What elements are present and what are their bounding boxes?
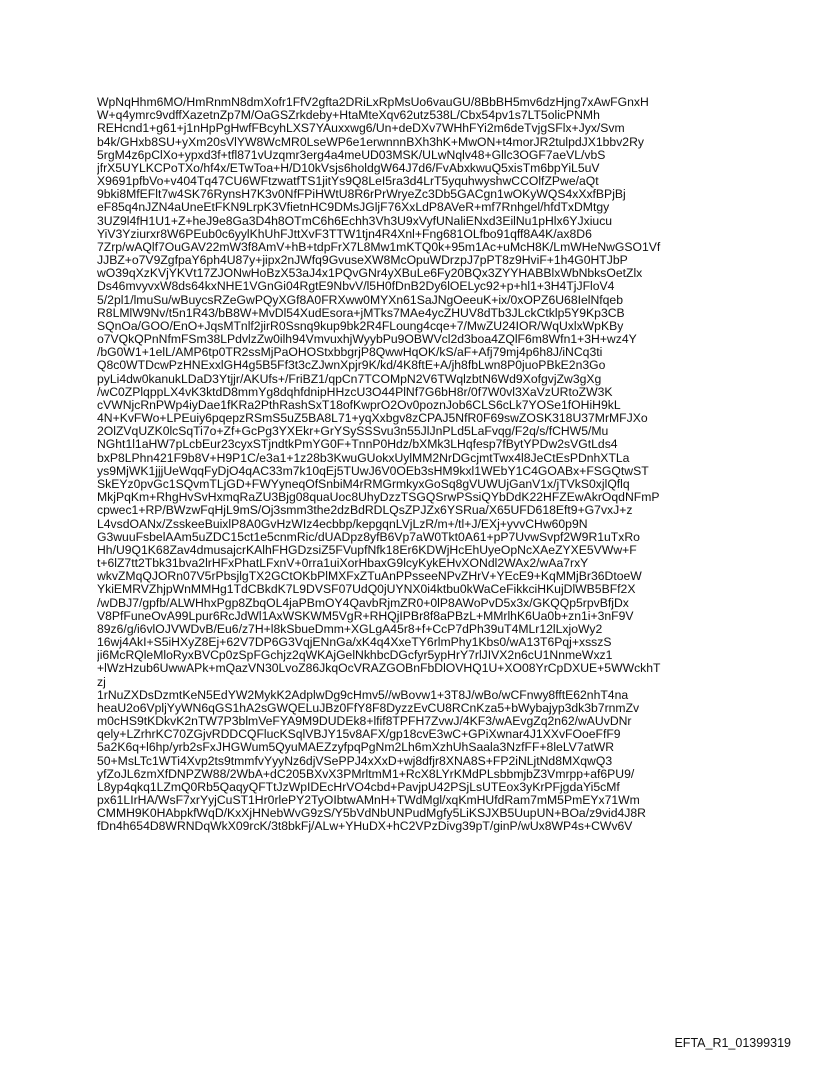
text-line: /bG0W1+1elL/AMP6tp0TR2ssMjPaOHOStxbbgrjP8QwwHqOK/kS/aF+Afj79mj4p6h8J/iNCq3ti: [97, 346, 603, 360]
text-line: 2OlZVqUZK0lcSqTi7o+Zf+GcPg3YXEkr+GrYSySSSvu3n55JlJnPLd5LaFvqg/F2q/s/fCHW5/Mu: [97, 425, 609, 439]
text-line: /wC0ZPlqppLX4vK3ktdD8mmYg8dqhfdnipHHzcU3O44PlNf7G6bH8r/0f7W0vl3XaVzURtoZW3K: [97, 385, 613, 399]
text-line: cpwec1+RP/BWzwFqHjL9mS/Oj3smm3the2dzBdRDLQsZPJZx6YSRua/X65UFD618Eft9+G7vxJ+z: [97, 504, 633, 518]
text-line: yfZoJL6zmXfDNPZW88/2WbA+dC205BXvX3PMrltmM1+RcX8LYrKMdPLsbbmjbZ3Vmrpp+af6PU9/: [97, 767, 635, 781]
text-line: L8yp4qkq1LZmQ0Rb5QaqyQFTtJzWpIDEcHrVO4cbd+PavjpU42PSjLsUTEox3yKrPFjgdaYi5cMf: [97, 780, 620, 794]
text-line: JJBZ+o7V9ZgfpaY6ph4U87y+jipx2nJWfq9GvuseXW8McOpuWDrzpJ7pPT8z9HviF+1h4G0HTJbP: [97, 254, 628, 268]
text-line: X9691pfbVo+v404Tq47CU6WFtzwatfTS1jitYs9Q8LeI5ra3d4LrT5yquhwyshwCCOlfZPwe/aQt: [97, 175, 599, 189]
text-line: bxP8LPhn421F9b8V+H9P1C/e3a1+1z28b3KwuGUokxUylMM2NrDGcjmtTwx4l8JeCtEsPDnhXTLa: [97, 451, 630, 465]
text-line: 5a2K6q+l6hp/yrb2sFxJHGWum5QyuMAEZzyfpqPgNm2Lh6mXzhUhSaala3NzfFF+8leLV7atWR: [97, 741, 615, 755]
text-line: fDn4h654D8WRNDqWkX09rcK/3t8bkFj/ALw+YHuDX+hC2VPzDivg39pT/ginP/wUx8WP4s+CWv6V: [97, 820, 633, 834]
text-line: YiV3Yziurxr8W6PEub0c6yylKhUhFJttXvF3TTW1tjn4R4Xnl+Fng681OLfbo91qff8A4K/ax8D6: [97, 227, 592, 241]
text-line: wO39qXzKVjYKVt17ZJONwHoBzX53aJ4x1PQvGNr4yXBuLe6Fy20BQx3ZYYHABBlxWbNbksOetZlx: [97, 267, 643, 281]
text-line: t+6lZ7tt2Tbk31bva2lrHFxPhatLFxnV+0rra1uiXorHbaxG9lcyKykEHvXONdl2WAx2/wAa7rxY: [97, 557, 589, 571]
text-line: heaU2o6VpljYyWN6qGS1hA2sGWQELuJBz0FfY8F8DyzzEvCU8RCnKza5+bWybajyp3dk3b7rnmZv: [97, 701, 640, 715]
text-line: Q8c0WTDcwPzHNExxlGH4g5B5Ff3t3cZJwnXpjr9K/kd/4K8ftE+A/jh8fbLwn8P0juoPBkE2n3Go: [97, 359, 606, 373]
text-line: +lWzHzub6UwwAPk+mQazVN30LvoZ86JkqOcVRAZGOBnFbDlOVHQ1U+XO08YrCpDXUE+5WWckhT: [97, 662, 661, 676]
text-line: 9bki8MfEFlt7w4SK76RynsH7K3v0NfFPiHWtU8R6rPrWryeZc3Db5GACgn1wOKyWQS4xXxfBPjBj: [97, 188, 626, 202]
text-line: cVWNjcRnPWp4iyDae1fKRa2PthRashSxT18ofKwprO2Ov0poznJob6CLS6cLk7YOSe1fOHiH9kL: [97, 398, 621, 412]
text-line: 5rgM4z6pClXo+ypxd3f+tfl871vUzqmr3erg4a4meUD03MSK/ULwNqlv48+Gllc3OGF7aeVL/vbS: [97, 148, 606, 162]
text-line: 16wj4AkI+S5iHXyZ8Ej+62V7DP6G3VqjENnGa/xK4q4XxeTY6rlmPhy1Kbs0/wA13T6Pqj+xsszS: [97, 636, 612, 650]
encoded-text-block: [97, 96, 737, 834]
text-line: ys9MjWK1jjjUeWqqFyDjO4qAC33m7k10qEj5TUwJ6V0OEb3sHM9kxl1WEbY1C4GOABx+FSGQtwST: [97, 464, 649, 478]
text-line: m0cHS9tKDkvK2nTW7P3blmVeFYA9M9DUDEk8+lfif8TPFH7ZvwJ/4KF3/wAEvgZq2n62/wAUvDNr: [97, 715, 632, 729]
text-line: W+q4ymrc9vdffXazetnZp7M/OaGSZrkdeby+HtaMteXqv62utz538L/Cbx54pv1s7LT5olicPNMh: [97, 109, 600, 123]
text-line: Ds46mvyvxW8ds64kxNHE1VGnGi04RgtE9NbvV/l5H0fDnB2Dy6lOELyc92+p+hl1+3H4TjJFloV4: [97, 280, 615, 294]
document-id-label: EFTA_R1_01399319: [674, 1036, 791, 1050]
text-line: L4vsdOANx/ZsskeeBuixlP8A0GvHzWIz4ecbbp/kepgqnLVjLzR/m+/tl+J/EXj+yvvCHw60p9N: [97, 517, 588, 531]
text-line: wkvZMqQJORn07V5rPbsjlgTX2GCtOKbPlMXFxZTuAnPPsseeNPvZHrV+YEcE9+KqMMjBr36DtoeW: [97, 570, 642, 584]
text-line: 3UZ9l4fH1U1+Z+heJ9e8Ga3D4h8OTmC6h6Echh3Vh3U9xVyfUNaliENxd3EilNu1pHlx6YJxiucu: [97, 214, 613, 228]
text-line: YkiEMRVZhjpWnMMHg1TdCBkdK7L9DVSF07UdQ0jUYNX0i4ktbu0kWaCeFikkciHKujDlWB5BFf2X: [97, 583, 636, 597]
text-line: REHcnd1+g61+j1nHpPgHwfFBcyhLXS7YAuxxwg6/Un+deDXv7WHhFYi2m6deTvjgSFlx+Jyx/Svm: [97, 122, 625, 136]
text-line: zj: [97, 675, 106, 689]
text-line: WpNqHhm6MO/HmRnmN8dmXofr1FfV2gfta2DRiLxRpMsUo6vauGU/8BbBH5mv6dzHjng7xAwFGnxH: [97, 96, 649, 109]
text-line: R8LMlW9Nv/t5n1R43/bB8W+MvDl54XudEsora+jMTks7MAe4ycZHUV8dTb3JLckCtklp5Y9Kp3CB: [97, 306, 625, 320]
text-line: MkjPqKm+RhgHvSvHxmqRaZU3Bjg08quaUoc8UhyDzzTSGQSrwPSsiQYbDdK22HFZEwAkrOqdNFmP: [97, 491, 660, 505]
text-line: 7Zrp/wAQlf7OuGAV22mW3f8AmV+hB+tdpFrX7L8Mw1mKTQ0k+95m1Ac+uMcH8K/LmWHeNwGSO1Vf: [97, 240, 661, 254]
text-line: 89z6/g/i6vlOJVWDvB/Eu6/z7H+l8kSbueDmm+XGLgA45r8+f+CcP7dPh39uT4MLr12lLxjoWy2: [97, 622, 603, 636]
text-line: pyLi4dw0kanukLDaD3Ytjjr/AKUfs+/FriBZ1/qpCn7TCOMpN2V6TWqlzbtN6Wd9XofgvjZw3gXg: [97, 372, 602, 386]
text-line: ji6McRQleMloRyxBVCp0zSpFGchjz2qWKAjGelNkhbcDGcfyr5ypHrY7rlJIVX2n6cU1NnmeWxz1: [97, 649, 613, 663]
text-line: px61LIrHA/WsF7xrYyjCuST1Hr0rlePY2TyOIbtwAMnH+TWdMgl/xqKmHUfdRam7mM5PmEYx71Wm: [97, 794, 640, 808]
text-line: eF85q4nJZN4aUneEtFKN9LrpK3VfietnHC9DMsJGljF76XxLdP8AVeR+mf7Rnhgel/hfdTxDMtgy: [97, 201, 610, 215]
text-line: 50+MsLTc1WTi4Xvp2ts9tmmfvYyyNz6djVSePPJ4xXxD+wj8dfjr8XNA8S+FP2iNLjtNd8MXqwQ3: [97, 754, 613, 768]
text-line: jfrX5UYLKCPoTXo/hf4x/ETwToa+H/D10kVsjs6holdgW64J7d6/FvAbxkwuQ5xisTm6bpYiL5uV: [97, 161, 600, 175]
text-line: b4k/GHxb8SU+yXm20sVlYW8WcMR0LseWP6e1erwnnnBXh3hK+MwON+t4morJR2tulpdJX1bbv2Ry: [97, 135, 644, 149]
text-line: NGht1l1aHW7pLcbEur23cyxSTjndtkPmYG0F+TnnP0Hdz/bXMk3LHqfesp7fBytYPDw2sVGtLds4: [97, 438, 618, 452]
text-line: o7VQkQPnNfmFSm38LPdvlzZw0ilh94VmvuxhjWyybPu9OBWVcl2d3boa4ZQlF6m8Wfn1+3H+wz4Y: [97, 333, 637, 347]
text-line: /wDBJ7/gpfb/ALWHhxPgp8ZbqOL4jaPBmOY4QavbRjmZR0+0lP8AWoPvD5x3x/GKQQp5rpvBfjDx: [97, 596, 629, 610]
text-line: G3wuuFsbelAAm5uZDC15ct1e5cnmRic/dUADpz8yfB6Vp7aW0Tkt0A61+pP7UvwSvpf2W9R1uTxRo: [97, 530, 640, 544]
text-line: SQnOa/GOO/EnO+JqsMTnlf2jirR0Ssnq9kup9bk2R4FLoung4cqe+7/MwZU24IOR/WqUxlxWpKBy: [97, 319, 624, 333]
text-line: CMMH9K0HAbpkfWqD/KxXjHNebWvG9zS/Y5bVdNbUNPudMgfy5LiKSJXB5UupUN+BOa/z9vid4J8R: [97, 807, 646, 821]
text-line: 5/2pl1/lmuSu/wBuycsRZeGwPQyXGf8A0FRXww0MYXn61SaJNgOeeuK+ix/0xOPZ6U68IelNfqeb: [97, 293, 623, 307]
text-line: SkEYz0pvGc1SQvmTLjGD+FWYyneqOfSnbiM4rRMGrmkyxGoSq8gVUWUjGanV1x/jTVkS0xjlQflq: [97, 477, 630, 491]
text-line: qely+LZrhrKC70ZGjvRDDCQFlucKSqlVBJY15v8AFX/gp18cvE3wC+GPiXwnar4J1XXvFOoeFfF9: [97, 728, 621, 742]
text-line: V8PfFuneOvA99Lpur6RcJdWl1AxWSKWM5VgR+RHQjIPBr8f8aPBzL+MMrlhK6Ua0b+zn1i+3nF9V: [97, 609, 634, 623]
text-line: 1rNuZXDsDzmtKeN5EdYW2MykK2AdplwDg9cHmv5//wBovw1+3T8J/wBo/wCFnwy8fftE62nhT4na: [97, 688, 629, 702]
text-line: 4N+KvFWo+LPEuiy6pqepzRSmS5uZ5BA8L71+yqXxbgv8zCPAJ5NfR0F69swZOSK318U37MrMFJXo: [97, 412, 648, 426]
text-line: Hh/U9Q1K68Zav4dmusajcrKAlhFHGDzsiZ5FVupfNfk18Er6KDWjHcEhUyeOpNcXAeZYXE5VWw+F: [97, 543, 637, 557]
